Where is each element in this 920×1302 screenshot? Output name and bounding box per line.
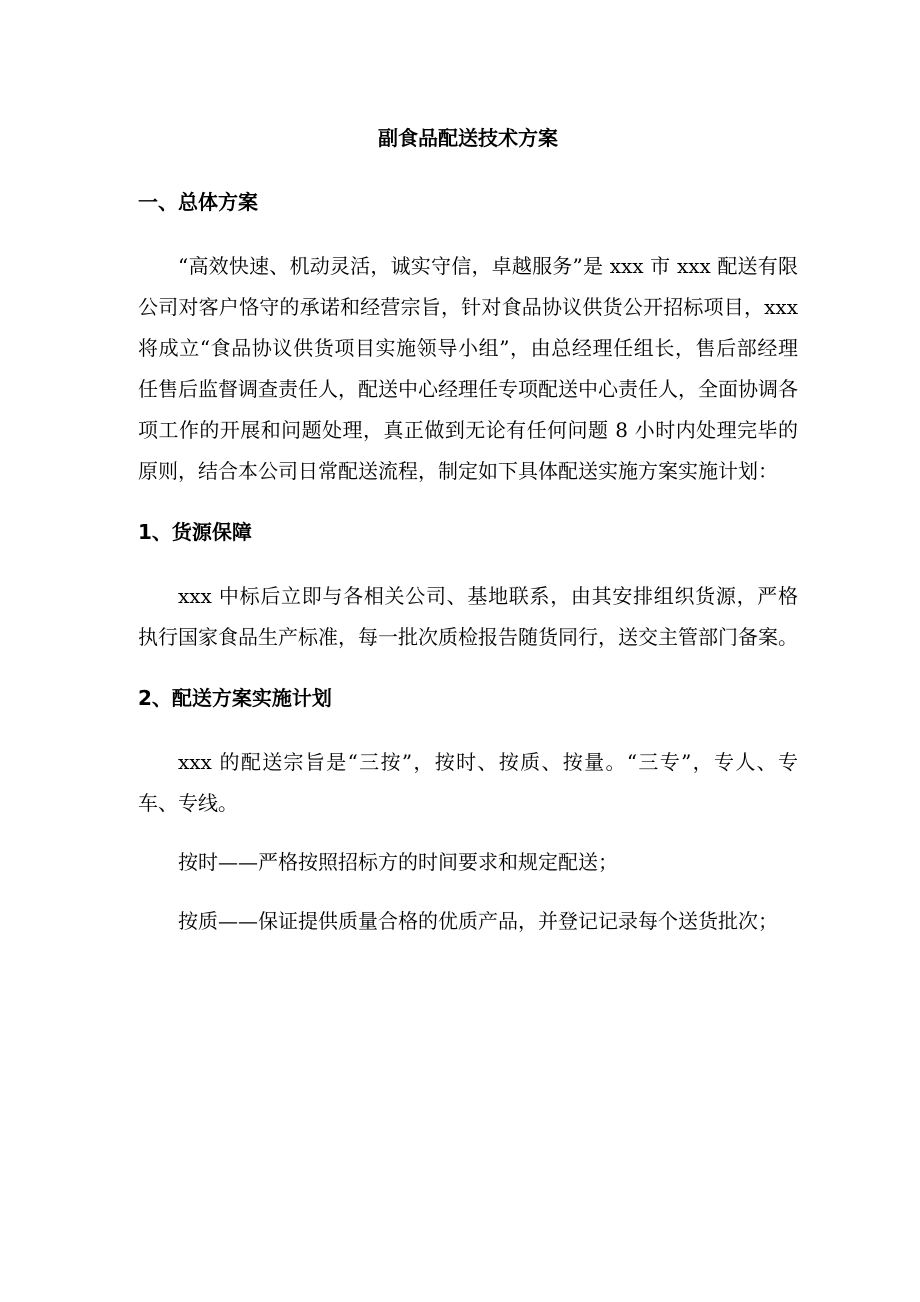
paragraph-delivery-principles: xxx 的配送宗旨是“三按”，按时、按质、按量。“三专”，专人、专车、专线。 xyxy=(138,750,798,815)
document-title: 副食品配送技术方案 xyxy=(378,126,558,150)
subsection-heading-supply-guarantee: 1、货源保障 xyxy=(138,520,252,544)
paragraph-overall-plan: “高效快速、机动灵活，诚实守信，卓越服务”是 xxx 市 xxx 配送有限公司对客户恪守的承诺和经营宗旨，针对食品协议供货公开招标项目，xxx 将成立“食品协议供货项目实施领导小组”，由总经理任组长，售后部经理任售后监督调查责任人，配送中心经理任专项配送中心责任人，全面协调各项工作的开展和问题处理，真正做到无论有任何问题 8 小时内处理完毕的原则，结合本公司日常配送流程，制定如下具体配送实施方案实施计划： xyxy=(138,254,798,483)
subsection-heading-delivery-plan: 2、配送方案实施计划 xyxy=(138,686,332,710)
section-heading-overall-plan: 一、总体方案 xyxy=(138,190,258,214)
paragraph-supply-guarantee: xxx 中标后立即与各相关公司、基地联系，由其安排组织货源，严格执行国家食品生产标准，每一批次质检报告随货同行，送交主管部门备案。 xyxy=(138,584,798,649)
document-body xyxy=(138,118,798,960)
paragraph-on-time: 按时——严格按照招标方的时间要求和规定配送； xyxy=(178,850,618,874)
paragraph-on-quality: 按质——保证提供质量合格的优质产品，并登记记录每个送货批次； xyxy=(178,909,778,933)
